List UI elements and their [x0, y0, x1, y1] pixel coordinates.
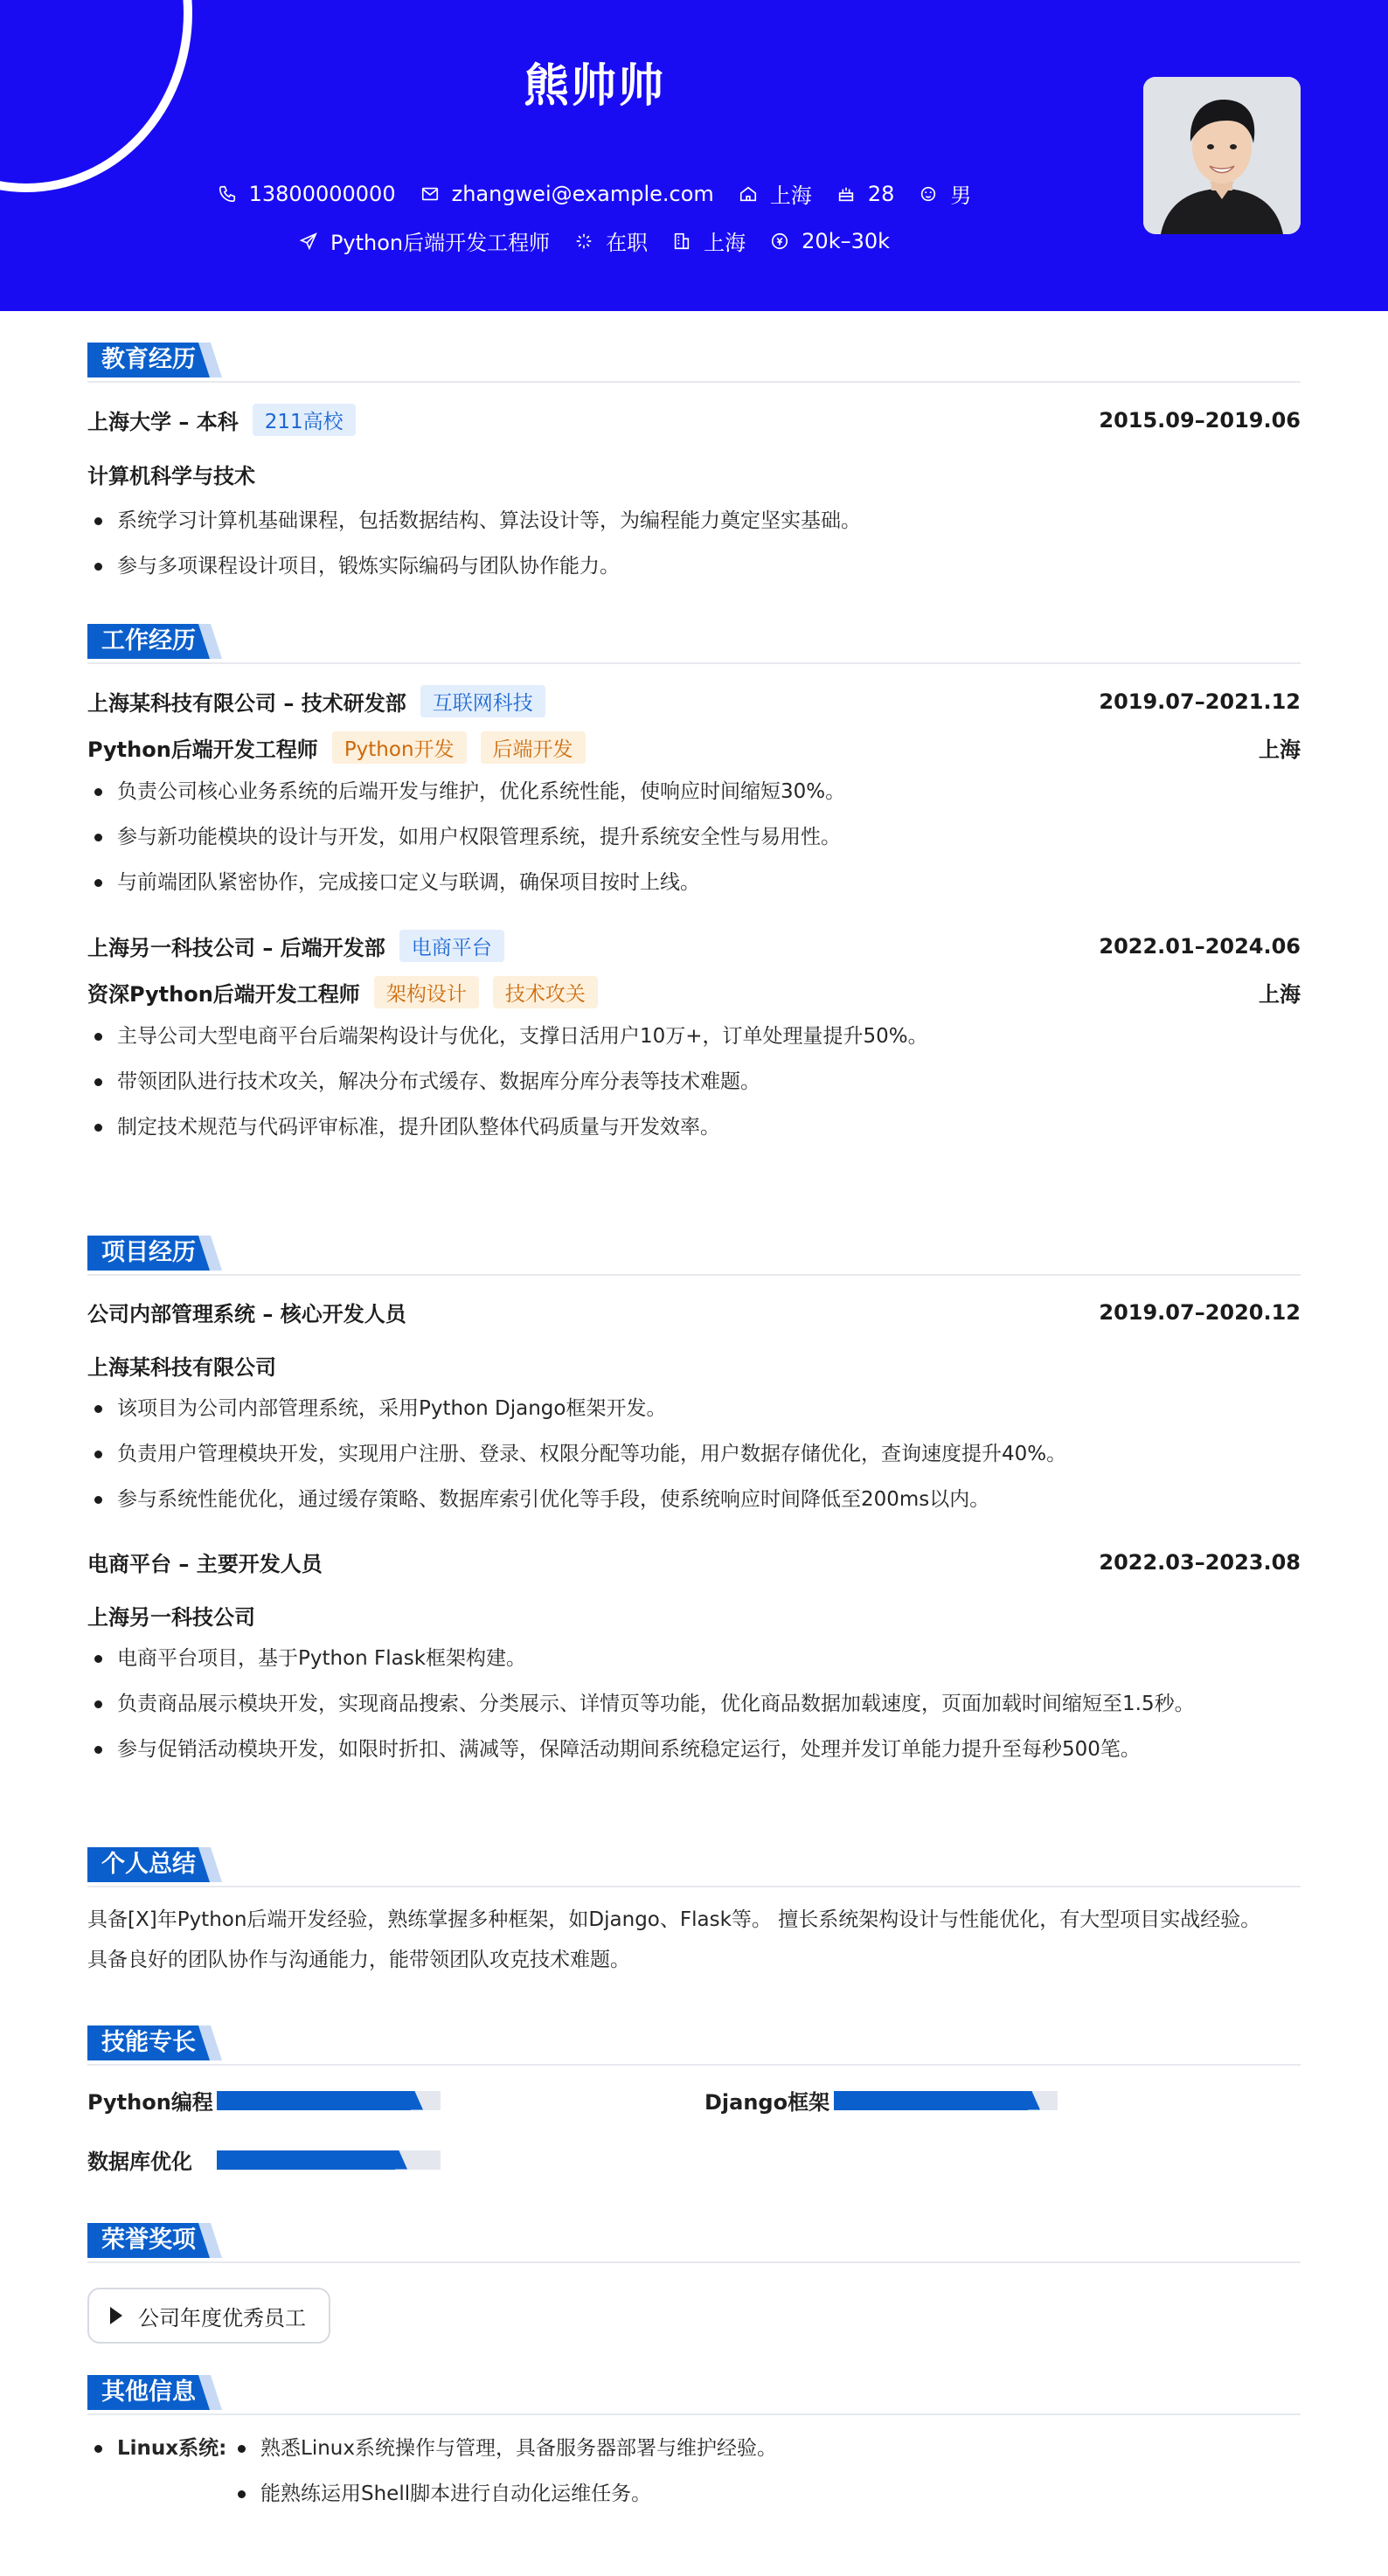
job-header-row: [87, 685, 1301, 717]
award-label: 公司年度优秀员工: [138, 2305, 306, 2330]
role-name: 资深Python后端开发工程师: [87, 982, 360, 1007]
list-item: 参与促销活动模块开发，如限时折扣、满减等，保障活动期间系统稳定运行，处理并发订单能力提升至每秒500笔。: [87, 1727, 1301, 1772]
skill-item: [704, 2085, 829, 2116]
age-info: [836, 182, 895, 206]
list-item: 系统学习计算机基础课程，包括数据结构、算法设计等，为编程能力奠定坚实基础。: [87, 498, 1301, 544]
job-info: [299, 225, 550, 256]
other-bullets: [231, 2426, 1280, 2517]
building-icon: [672, 232, 691, 251]
project-header-row: [87, 1547, 1301, 1577]
project-header-row: [87, 1297, 1301, 1327]
list-item: 主导公司大型电商平台后端架构设计与优化，支撑日活用户10万+，订单处理量提升50%。: [87, 1014, 1301, 1059]
section-title: 其他信息: [87, 2375, 210, 2410]
phone-info: [218, 182, 396, 206]
section-title: 荣誉奖项: [87, 2223, 210, 2258]
major-name: 计算机科学与技术: [87, 464, 255, 488]
job-bullets: [87, 769, 1301, 905]
status-text: 在职: [606, 231, 649, 255]
role-name: Python后端开发工程师: [87, 737, 318, 762]
education-bullets: [87, 498, 1301, 589]
section-header: [87, 592, 1301, 664]
contact-info-row: [0, 178, 1189, 209]
work-section: [87, 592, 1301, 1204]
home-icon: [739, 184, 758, 204]
city-info: [739, 178, 812, 209]
skill-item: [87, 2085, 213, 2116]
list-item: 参与系统性能优化，通过缓存策略、数据库索引优化等手段，使系统响应时间降低至200ms以内。: [87, 1477, 1301, 1522]
job-city: 上海: [1259, 982, 1301, 1007]
project-company-row: [87, 1350, 1301, 1381]
role-row: [87, 731, 1301, 764]
skills-list: [87, 2066, 1301, 2188]
project-name: 电商平台 – 主要开发人员: [87, 1552, 323, 1576]
status-info: [574, 225, 648, 256]
summary-line: 具备良好的团队协作与沟通能力，能带领团队攻克技术难题。: [87, 1949, 630, 1971]
loading-icon: [574, 232, 593, 251]
education-section: [87, 311, 1301, 592]
list-item: 该项目为公司内部管理系统，采用Python Django框架开发。: [87, 1386, 1301, 1431]
company-name: 上海某科技有限公司 – 技术研发部: [87, 691, 406, 716]
candidate-name: 熊帅帅: [523, 60, 665, 113]
section-title: 项目经历: [87, 1236, 210, 1271]
summary-line: 具备[X]年Python后端开发经验，熟练掌握多种框架，如Django、Flask等。 擅长系统架构设计与性能优化，有大型项目实战经验。: [87, 1908, 1261, 1931]
avatar-portrait: [1143, 77, 1301, 234]
project-company-row: [87, 1600, 1301, 1631]
section-header: [87, 2192, 1301, 2263]
cake-icon: [836, 184, 856, 204]
section-header: [87, 1204, 1301, 1276]
section-header: [87, 1816, 1301, 1887]
skill-fill: [834, 2091, 1028, 2110]
section-title: 教育经历: [87, 343, 210, 377]
list-item: 参与多项课程设计项目，锻炼实际编码与团队协作能力。: [87, 544, 1301, 589]
skill-bar: [217, 2091, 441, 2110]
awards-section: [87, 2192, 1301, 2344]
other-label-list: [87, 2426, 226, 2471]
gender-info: [919, 178, 971, 209]
job-date: 2022.01–2024.06: [1099, 933, 1301, 959]
list-item: 带领团队进行技术攻关，解决分布式缓存、数据库分库分表等技术难题。: [87, 1059, 1301, 1104]
awards-list: [87, 2288, 1301, 2344]
job-bullets: [87, 1014, 1301, 1150]
section-title: 技能专长: [87, 2025, 210, 2060]
other-label: Linux系统:: [87, 2426, 226, 2471]
skill-name: Python编程: [87, 2090, 213, 2115]
salary-text: 20k–30k: [802, 228, 891, 253]
mail-icon: [420, 184, 440, 204]
age-text: 28: [867, 181, 895, 206]
skill-bar: [217, 2150, 441, 2170]
send-icon: [299, 232, 318, 251]
city-text: 上海: [769, 184, 812, 208]
section-header: [87, 311, 1301, 383]
money-icon: [770, 232, 789, 251]
award-item[interactable]: [87, 2288, 330, 2344]
list-item: 熟悉Linux系统操作与管理，具备服务器部署与维护经验。: [231, 2426, 1280, 2471]
work-city-text: 上海: [704, 231, 746, 255]
skill-name: 数据库优化: [87, 2150, 192, 2174]
resume-body: [87, 311, 1301, 2518]
phone-text: 13800000000: [248, 181, 396, 206]
role-tag: 技术攻关: [493, 976, 598, 1008]
role-tag: Python开发: [332, 731, 467, 764]
section-header: [87, 2344, 1301, 2415]
job-city: 上海: [1259, 737, 1301, 762]
job-header-row: [87, 930, 1301, 962]
company-name: 上海另一科技公司 – 后端开发部: [87, 936, 385, 960]
list-item: 参与新功能模块的设计与开发，如用户权限管理系统，提升系统安全性与易用性。: [87, 814, 1301, 860]
summary-text: [87, 1900, 1301, 1980]
project-bullets: [87, 1636, 1301, 1772]
project-name: 公司内部管理系统 – 核心开发人员: [87, 1302, 406, 1326]
skill-fill: [217, 2150, 395, 2170]
work-city-info: [672, 225, 746, 256]
industry-tag: 互联网科技: [420, 685, 545, 717]
project-date: 2022.03–2023.08: [1099, 1549, 1301, 1575]
gender-text: 男: [950, 184, 972, 208]
section-header: [87, 1994, 1301, 2066]
list-item: 负责公司核心业务系统的后端开发与维护，优化系统性能，使响应时间缩短30%。: [87, 769, 1301, 814]
job-date: 2019.07–2021.12: [1099, 689, 1301, 714]
job-text: Python后端开发工程师: [330, 231, 551, 255]
project-date: 2019.07–2020.12: [1099, 1299, 1301, 1325]
list-item: 电商平台项目，基于Python Flask框架构建。: [87, 1636, 1301, 1681]
avatar: [1143, 77, 1301, 234]
list-item: 制定技术规范与代码评审标准，提升团队整体代码质量与开发效率。: [87, 1104, 1301, 1150]
section-title: 个人总结: [87, 1847, 210, 1882]
job-info-row: [0, 225, 1189, 256]
project-company: 上海某科技有限公司: [87, 1355, 276, 1380]
section-title: 工作经历: [87, 624, 210, 659]
project-company: 上海另一科技公司: [87, 1605, 255, 1630]
email-info: [420, 182, 714, 206]
role-tag: 架构设计: [374, 976, 479, 1008]
list-item: 与前端团队紧密协作，完成接口定义与联调，确保项目按时上线。: [87, 860, 1301, 905]
education-header-row: [87, 404, 1301, 436]
play-icon: [110, 2307, 122, 2324]
skill-bar: [834, 2091, 1058, 2110]
major-row: [87, 459, 1301, 489]
skill-item: [87, 2144, 192, 2175]
role-row: [87, 976, 1301, 1008]
summary-section: [87, 1816, 1301, 1994]
education-date: 2015.09–2019.06: [1099, 407, 1301, 433]
school-tag: 211高校: [253, 404, 356, 436]
gender-icon: [919, 184, 938, 204]
industry-tag: 电商平台: [399, 930, 504, 962]
skill-name: Django框架: [704, 2090, 830, 2115]
list-item: 能熟练运用Shell脚本进行自动化运维任务。: [231, 2471, 1280, 2517]
list-item: 负责商品展示模块开发，实现商品搜索、分类展示、详情页等功能，优化商品数据加载速度，页面加载时间缩短至1.5秒。: [87, 1681, 1301, 1727]
resume-header: [0, 0, 1388, 311]
list-item: 负责用户管理模块开发，实现用户注册、登录、权限分配等功能，用户数据存储优化，查询速度提升40%。: [87, 1431, 1301, 1477]
other-section: [87, 2344, 1301, 2518]
projects-section: [87, 1204, 1301, 1816]
school-name: 上海大学 – 本科: [87, 410, 239, 434]
salary-info: [770, 229, 890, 253]
project-bullets: [87, 1386, 1301, 1522]
email-text: zhangwei@example.com: [451, 181, 714, 206]
skill-fill: [217, 2091, 411, 2110]
skills-section: [87, 1994, 1301, 2192]
phone-icon: [218, 184, 237, 204]
role-tag: 后端开发: [481, 731, 586, 764]
